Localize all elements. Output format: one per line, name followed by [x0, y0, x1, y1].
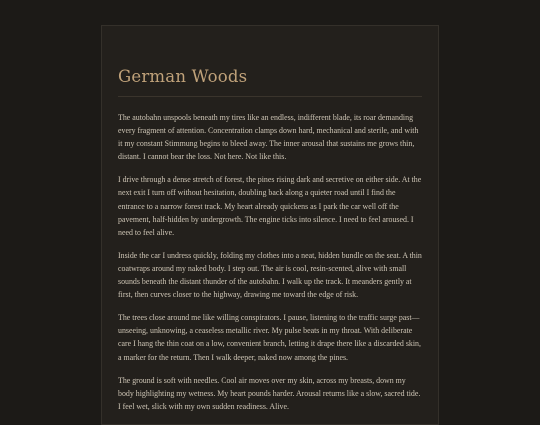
story-paragraph-4: The trees close around me like willing conspirators. I pause, listening to the traffic surge past—unseeing, unknowing, a ceaseless metallic river. My pulse beats in my throat. With deliberate care I hang the thin coat on a low, convenient branch, letting it drape there like a discarded skin, a marker for the return. Then I walk deeper, naked now among the pines. [118, 313, 421, 362]
story-title: German Woods [118, 67, 248, 86]
story-paragraph-2: I drive through a dense stretch of forest, the pines rising dark and secretive on either side. At the next exit I turn off without hesitation, doubling back along a quieter road until I find the entrance to a narrow forest track. My heart already quickens as I park the car well off the pavement, half-hidden by undergrowth. The engine ticks into silence. I need to feel aroused. I need to feel alive. [118, 175, 422, 237]
story-paragraph-3: Inside the car I undress quickly, folding my clothes into a neat, hidden bundle on the seat. A thin coatwraps around my naked body. I step out. The air is cool, resin-scented, alive with small sounds beneath the distant thunder of the autobahn. I walk up the track. It meanders gently at first, then curves closer to the highway, drawing me toward the edge of risk. [118, 250, 422, 300]
story-page [101, 25, 439, 425]
story-paragraph-5: The ground is soft with needles. Cool air moves over my skin, across my breasts, down my body highlighting my wetness. My heart pounds harder. Arousal returns like a slow, sacred tide. I feel wet, slick with my own sudden readiness. Alive. [118, 375, 421, 411]
story-paragraph-1: The autobahn unspools beneath my tires like an endless, indifferent blade, its roar demanding every fragment of attention. Concentration clamps down hard, mechanical and sterile, and with it my constant Stimmung begins to bleed away. The inner arousal that sustains me grows thin, distant. I cannot bear the loss. Not here. Not like this. [118, 113, 419, 162]
title-divider [118, 96, 422, 97]
